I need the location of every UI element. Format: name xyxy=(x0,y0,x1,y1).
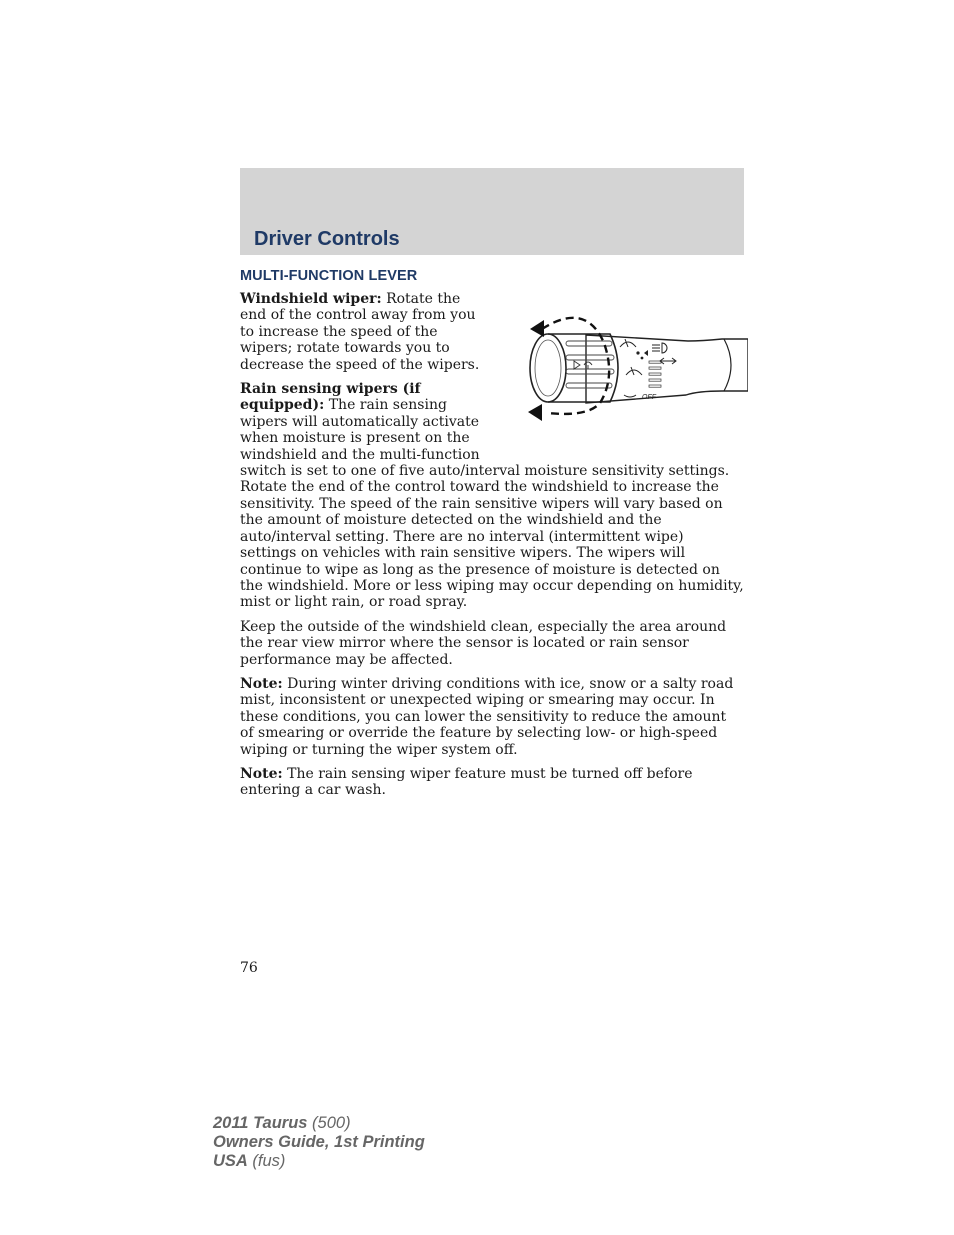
content-body xyxy=(240,291,744,807)
footer-model: 2011 Taurus xyxy=(213,1114,308,1132)
off-label: OFF xyxy=(642,394,656,401)
paragraph-note-car-wash xyxy=(240,766,744,799)
header-band xyxy=(240,168,744,255)
paragraph-note-winter xyxy=(240,676,744,758)
paragraph-keep-clean: Keep the outside of the windshield clean, especially the area around the rear view mirror where the sensor is located or rain sensor performance may be affected. xyxy=(240,618,727,668)
footer-line-3 xyxy=(213,1152,425,1171)
term-rain-sensing: Rain sensing wipers (if equipped): xyxy=(240,381,421,414)
footer-market-code: (fus) xyxy=(247,1152,286,1170)
note-label: Note: xyxy=(240,675,283,692)
text-windshield-wiper: Rotate the end of the control away from you to increase the speed of the wipers; rotate towards you to decrease the speed of the wipers. xyxy=(240,291,480,373)
section-heading: MULTI-FUNCTION LEVER xyxy=(240,268,418,284)
page-title: Driver Controls xyxy=(254,228,400,250)
footer xyxy=(213,1114,425,1171)
note-label: Note: xyxy=(240,765,283,782)
footer-market: USA xyxy=(213,1152,248,1170)
text-rain-sensing: The rain sensing wipers will automatically activate when moisture is present on the windshield and the multi-function switch is set to one of five auto/interval moisture sensitivity settings. Rotate the end of the control toward the windshield to increase the sensitivity. The speed of the rain sensitive wipers will vary based on the amount of moisture detected on the windshield and the auto/interval setting. There are no interval (intermittent wipe) settings on vehicles with rain sensitive wipers. The wipers will continue to wipe as long as the presence of moisture is detected on the windshield. More or less wiping may occur depending on humidity, mist or light rain, or road spray. xyxy=(240,397,744,611)
term-windshield-wiper: Windshield wiper: xyxy=(240,291,382,307)
footer-line-1 xyxy=(213,1114,425,1133)
note-winter-text: During winter driving conditions with ice, snow or a salty road mist, inconsistent or unexpected wiping or smearing may occur. In these conditions, you can lower the sensitivity to reduce the amount of smearing or override the feature by selecting low- or high-speed wiping or turning the wiper system off. xyxy=(240,675,734,758)
footer-model-code: (500) xyxy=(307,1114,351,1132)
note-car-wash-text: The rain sensing wiper feature must be turned off before entering a car wash. xyxy=(240,765,693,799)
footer-line-2: Owners Guide, 1st Printing xyxy=(213,1133,425,1151)
page-number: 76 xyxy=(240,960,258,976)
multi-function-lever-illustration xyxy=(492,291,748,461)
